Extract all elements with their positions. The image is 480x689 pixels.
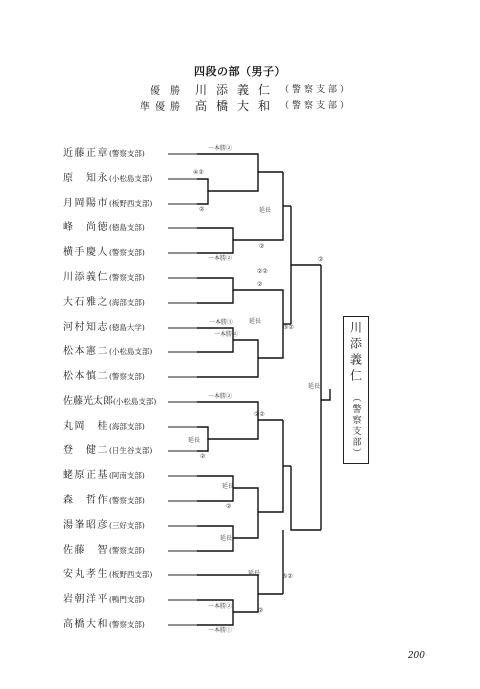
match-note: ④② — [193, 169, 204, 176]
match-note: ② — [199, 206, 205, 213]
player-name: 森 哲作 — [63, 495, 109, 506]
champion-name: 川添義仁 — [348, 321, 363, 385]
bracket-line — [258, 466, 283, 512]
player-affiliation: (日生谷支部) — [109, 446, 153, 455]
player-name: 佐藤 智 — [63, 545, 109, 556]
match-note: ② — [226, 503, 232, 510]
bracket-line — [197, 278, 258, 290]
page-title: 四段の部（男子） — [194, 65, 286, 78]
bracket-line — [197, 575, 258, 594]
player-affiliation: (海部支部) — [109, 298, 145, 307]
player-affiliation: (阿南支部) — [109, 471, 145, 480]
player-name: 安丸孝生 — [63, 569, 109, 580]
winner-affiliation: （警察支部） — [280, 85, 353, 95]
match-note: 一本勝② — [214, 331, 239, 338]
player-name: 川添義仁 — [63, 272, 109, 283]
match-note: ②② — [257, 268, 268, 275]
player-affiliation: (警察支部) — [109, 372, 145, 381]
bracket-line — [197, 290, 233, 303]
bracket-line — [233, 512, 258, 538]
player-affiliation: (警察支部) — [109, 149, 145, 158]
match-note: 延長 — [259, 207, 272, 214]
match-note: 一本勝② — [208, 393, 233, 400]
player-name: 岩朝洋平 — [63, 594, 109, 605]
player-affiliation: (警察支部) — [109, 620, 145, 629]
player-name: 大石雅之 — [63, 297, 109, 308]
player-name: 月岡陽市 — [63, 198, 109, 209]
match-note: 延長 — [222, 483, 235, 490]
bracket-line — [197, 402, 283, 420]
page-number: 200 — [407, 651, 425, 661]
player-affiliation: (板野西支部) — [109, 570, 153, 579]
match-note: ②② — [254, 411, 265, 418]
match-note: 一本勝② — [208, 145, 233, 152]
bracket-line — [258, 172, 283, 240]
bracket-line — [197, 191, 208, 204]
winner-name: 川添義仁 — [195, 83, 280, 97]
bracket-line — [291, 206, 324, 265]
match-note: 一本勝① — [208, 627, 233, 634]
player-affiliation: (徳島大学) — [109, 323, 145, 332]
winner-label: 優勝 — [150, 86, 190, 97]
match-note: ② — [200, 453, 206, 460]
bracket-line — [197, 340, 233, 352]
player-affiliation: (三好支部) — [109, 521, 145, 530]
player-affiliation: (警察支部) — [109, 496, 145, 505]
player-name: 蛯原正基 — [63, 470, 109, 481]
match-note: ② — [258, 607, 264, 614]
bracket-line — [233, 488, 258, 512]
player-name: 近藤正章 — [63, 148, 109, 159]
match-note: 一本勝② — [208, 603, 233, 610]
bracket-line — [233, 172, 258, 191]
player-name: 高橋大和 — [63, 619, 109, 630]
bracket-line — [233, 594, 258, 612]
match-note: 延長 — [220, 535, 233, 542]
bracket-line — [197, 240, 233, 253]
match-note: ⑤② — [283, 324, 294, 331]
match-note: 一本勝③ — [209, 319, 234, 326]
champion-box — [343, 316, 369, 464]
player-affiliation: (鴨門支部) — [109, 595, 145, 604]
bracket-line — [321, 389, 330, 400]
match-note: 延長 — [248, 570, 261, 577]
player-name: 丸岡 桂 — [63, 421, 109, 432]
bracket-line — [197, 179, 233, 191]
match-note: 一本勝② — [208, 255, 233, 262]
player-affiliation: (警察支部) — [109, 546, 145, 555]
match-note: ② — [257, 281, 263, 288]
player-name: 松本憲二 — [63, 346, 109, 357]
player-name: 佐藤光太郎 — [63, 396, 113, 407]
player-name: 原 知永 — [63, 173, 109, 184]
match-note: ⑤② — [282, 573, 293, 580]
runner-up-label: 準優勝 — [140, 102, 185, 113]
player-affiliation: (小松島支部) — [109, 347, 153, 356]
player-name: 登 健二 — [63, 445, 109, 456]
bracket-line — [197, 612, 233, 625]
bracket-line — [197, 358, 258, 377]
player-affiliation: (徳島支部) — [109, 223, 145, 232]
match-note: ② — [318, 256, 324, 263]
bracket-line — [258, 324, 283, 358]
player-name: 河村知志 — [63, 322, 109, 333]
bracket-line — [197, 228, 258, 240]
player-affiliation: (小松島支部) — [109, 174, 153, 183]
player-name: 湯峯昭彦 — [63, 520, 109, 531]
bracket-line — [233, 340, 258, 358]
match-note: 延長 — [249, 318, 262, 325]
player-affiliation: (海部支部) — [109, 422, 145, 431]
player-affiliation: (小松島支部) — [113, 397, 157, 406]
player-name: 峰 尚徳 — [63, 222, 109, 233]
bracket-line — [291, 466, 321, 530]
player-affiliation: (警察支部) — [109, 273, 145, 282]
match-note: ② — [259, 243, 265, 250]
player-name: 横手慶人 — [63, 247, 109, 258]
bracket-line — [197, 427, 233, 439]
match-note: 延長 — [188, 437, 201, 444]
player-name: 松本慎二 — [63, 371, 109, 382]
runner-up-name: 高橋大和 — [195, 99, 280, 113]
player-affiliation: (板野西支部) — [109, 199, 153, 208]
bracket-line — [233, 420, 258, 439]
match-note: 延長 — [308, 383, 321, 390]
champion-affiliation: （警察支部） — [350, 393, 361, 459]
player-affiliation: (警察支部) — [109, 248, 145, 257]
runner-up-affiliation: （警察支部） — [280, 101, 353, 111]
bracket-line — [258, 290, 283, 324]
bracket-line — [197, 154, 283, 172]
